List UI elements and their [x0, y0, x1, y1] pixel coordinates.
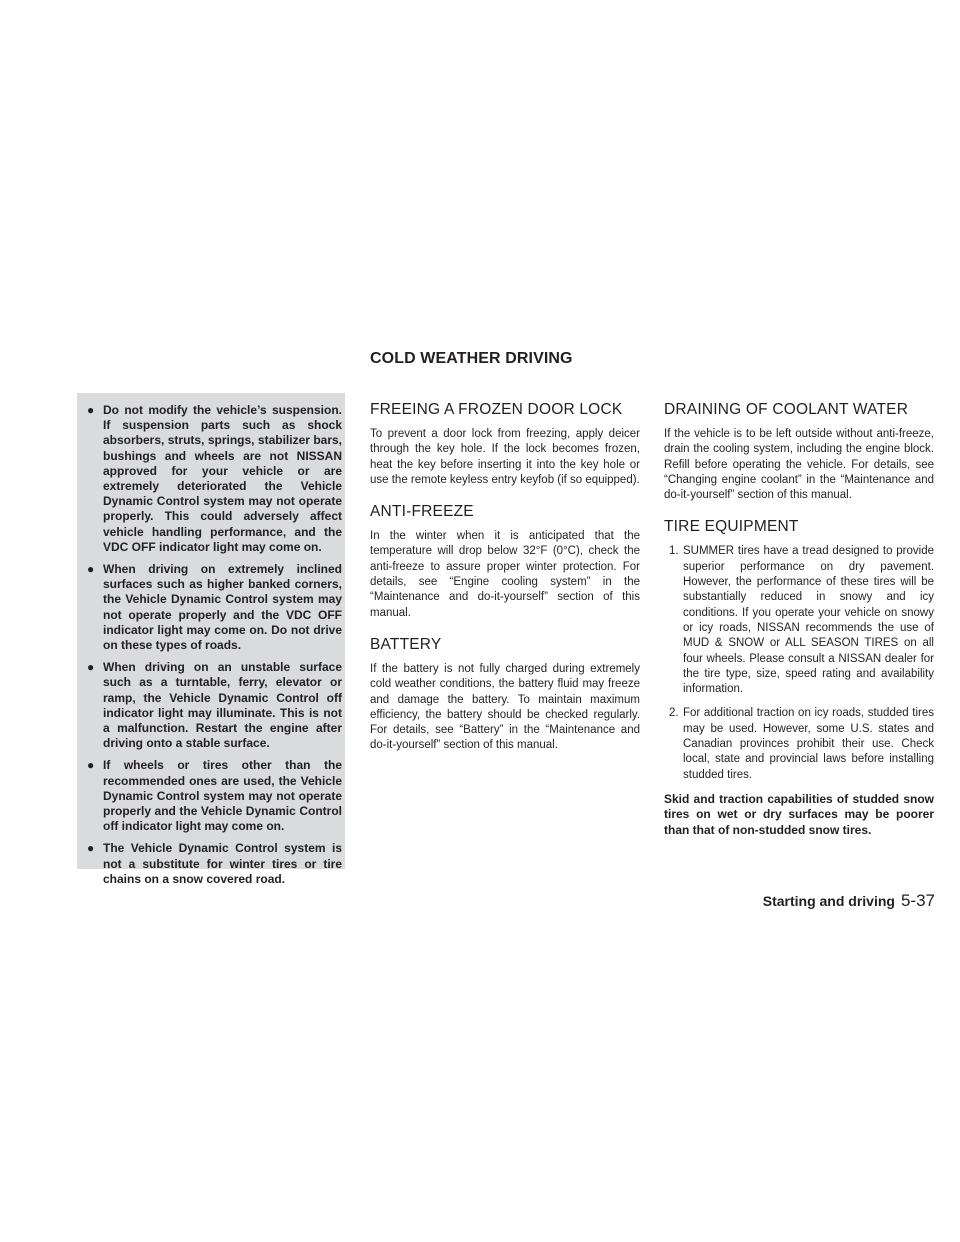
freezing-heading: FREEING A FROZEN DOOR LOCK	[370, 401, 623, 418]
antifreeze-heading: ANTI-FREEZE	[370, 503, 474, 521]
warning-item	[87, 841, 342, 887]
warning-text: Do not modify the vehicle’s suspension. If suspension parts such as shock absorbers, struts, springs, stabilizer bars, bushings and wheels are not NISSAN approved for your vehicle or are extremely deteriorated the Vehicle Dynamic Control system may not operate properly. This could adversely affect vehicle handling performance, and the VDC OFF indicator light may come on.	[103, 403, 342, 554]
freezing-text: To prevent a door lock from freezing, apply deicer through the key hole. If the lock becomes frozen, heat the key before inserting it into the key hole or use the remote keyless entry keyfob (if so equipped).	[370, 428, 640, 486]
tire-list-item	[664, 544, 934, 697]
bullet-icon: ●	[87, 660, 95, 675]
battery-heading: BATTERY	[370, 635, 442, 653]
tires-heading: TIRE EQUIPMENT	[664, 518, 799, 536]
battery-text: If the battery is not fully charged during extremely cold weather conditions, the battery fluid may freeze and damage the battery. To maintain maximum efficiency, the battery should be checked regularly. For details, see “Battery” in the “Maintenance and do-it-yourself” section of this manual.	[370, 662, 640, 752]
bullet-icon: ●	[87, 841, 95, 856]
draining-heading: DRAINING OF COOLANT WATER	[664, 401, 909, 418]
right-column	[664, 400, 934, 850]
tire-item-text: For additional traction on icy roads, studded tires may be used. However, some U.S. states and Canadian provinces prohibit their use. Check local, state and provincial laws before installing studded tires.	[683, 707, 934, 781]
warning-text: When driving on an unstable surface such as a turntable, ferry, elevator or ramp, the Vehicle Dynamic Control off indicator light may illuminate. This is not a malfunction. Restart the engine after driving onto a stable surface.	[103, 660, 342, 751]
bullet-icon: ●	[87, 562, 95, 577]
warning-text: The Vehicle Dynamic Control system is not a substitute for winter tires or tire chains on a snow covered road.	[103, 841, 342, 886]
draining-text: If the vehicle is to be left outside without anti-freeze, drain the cooling system, including the engine block. Refill before operating the vehicle. For details, see “Changing engine coolant” in the “Maintenance and do-it-yourself” section of this manual.	[664, 428, 934, 502]
bullet-icon: ●	[87, 403, 95, 417]
warning-item	[87, 562, 342, 653]
page-number: 5-37	[900, 891, 935, 910]
list-number: 2.	[669, 707, 679, 720]
tire-item-text: SUMMER tires have a tread designed to provide superior performance on dry pavement. However, the performance of these tires will be substantially reduced in snowy and icy conditions. If you operate your vehicle on snowy or icy roads, NISSAN recommends the use of MUD & SNOW or ALL SEASON TIRES on all four wheels. Please consult a NISSAN dealer for the tire type, size, speed rating and availability information.	[683, 545, 934, 696]
page-footer	[763, 891, 935, 911]
section-title: COLD WEATHER DRIVING	[370, 350, 573, 367]
tire-list-item	[664, 706, 934, 782]
footer-section-name: Starting and driving	[762, 893, 895, 909]
bullet-icon: ●	[87, 758, 95, 773]
warning-text: When driving on extremely inclined surfaces such as higher banked corners, the Vehicle Dynamic Control system may not operate properly and the VDC OFF indicator light may come on. Do not drive on these types of roads.	[103, 562, 342, 653]
studded-tires-note: Skid and traction capabilities of studded snow tires on wet or dry surfaces may be poorer than that of non-studded snow tires.	[664, 791, 934, 837]
warning-item	[87, 403, 342, 555]
list-number: 1.	[669, 545, 679, 558]
antifreeze-text: In the winter when it is anticipated that the temperature will drop below 32°F (0°C), check the anti-freeze to assure proper winter protection. For details, see “Engine cooling system” in the “Maintenance and do-it-yourself” section of this manual.	[370, 530, 640, 619]
warning-box	[77, 393, 345, 886]
middle-column	[370, 400, 640, 768]
warning-text: If wheels or tires other than the recommended ones are used, the Vehicle Dynamic Control system may not operate properly and the Vehicle Dynamic Control off indicator light may come on.	[103, 758, 342, 834]
warning-item	[87, 660, 342, 751]
warning-item	[87, 758, 342, 834]
